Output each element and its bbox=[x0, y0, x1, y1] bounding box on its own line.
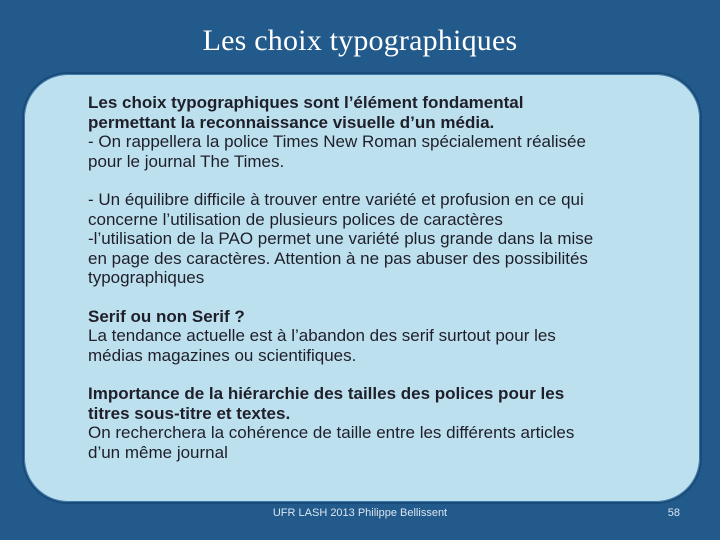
slide-title: Les choix typographiques bbox=[202, 24, 518, 57]
spacer bbox=[88, 171, 688, 190]
paragraph-4 bbox=[88, 384, 688, 462]
text-line: permettant la reconnaissance visuelle d’un média. bbox=[88, 112, 495, 132]
text-line: pour le journal The Times. bbox=[88, 151, 285, 171]
text-line: Les choix typographiques sont l’élément fondamental bbox=[88, 93, 524, 112]
paragraph-1 bbox=[88, 93, 688, 171]
paragraph-2 bbox=[88, 190, 688, 288]
paragraph-3 bbox=[88, 307, 688, 366]
text-line: en page des caractères. Attention à ne pas abuser des possibilités bbox=[88, 248, 588, 268]
text-line: On recherchera la cohérence de taille entre les différents articles bbox=[88, 423, 575, 442]
spacer bbox=[88, 365, 688, 384]
page-number: 58 bbox=[667, 507, 680, 519]
text-line: Serif ou non Serif ? bbox=[88, 306, 245, 326]
slide-footer: UFR LASH 2013 Philippe Bellissent bbox=[272, 507, 448, 519]
text-line: médias magazines ou scientifiques. bbox=[88, 345, 357, 365]
text-line: -l’utilisation de la PAO permet une variété plus grande dans la mise bbox=[88, 229, 594, 248]
text-line: Importance de la hiérarchie des tailles des polices pour les bbox=[88, 384, 565, 403]
spacer bbox=[88, 288, 688, 307]
text-line: typographiques bbox=[88, 268, 205, 287]
text-line: d’un même journal bbox=[88, 442, 228, 462]
text-line: titres sous-titre et textes. bbox=[88, 403, 291, 423]
text-line: La tendance actuelle est à l’abandon des serif surtout pour les bbox=[88, 326, 556, 345]
slide-body bbox=[88, 93, 688, 462]
text-line: - Un équilibre difficile à trouver entre variété et profusion en ce qui bbox=[88, 190, 584, 209]
text-line: concerne l’utilisation de plusieurs polices de caractères bbox=[88, 209, 503, 229]
text-line: - On rappellera la police Times New Roman spécialement réalisée bbox=[88, 132, 586, 151]
